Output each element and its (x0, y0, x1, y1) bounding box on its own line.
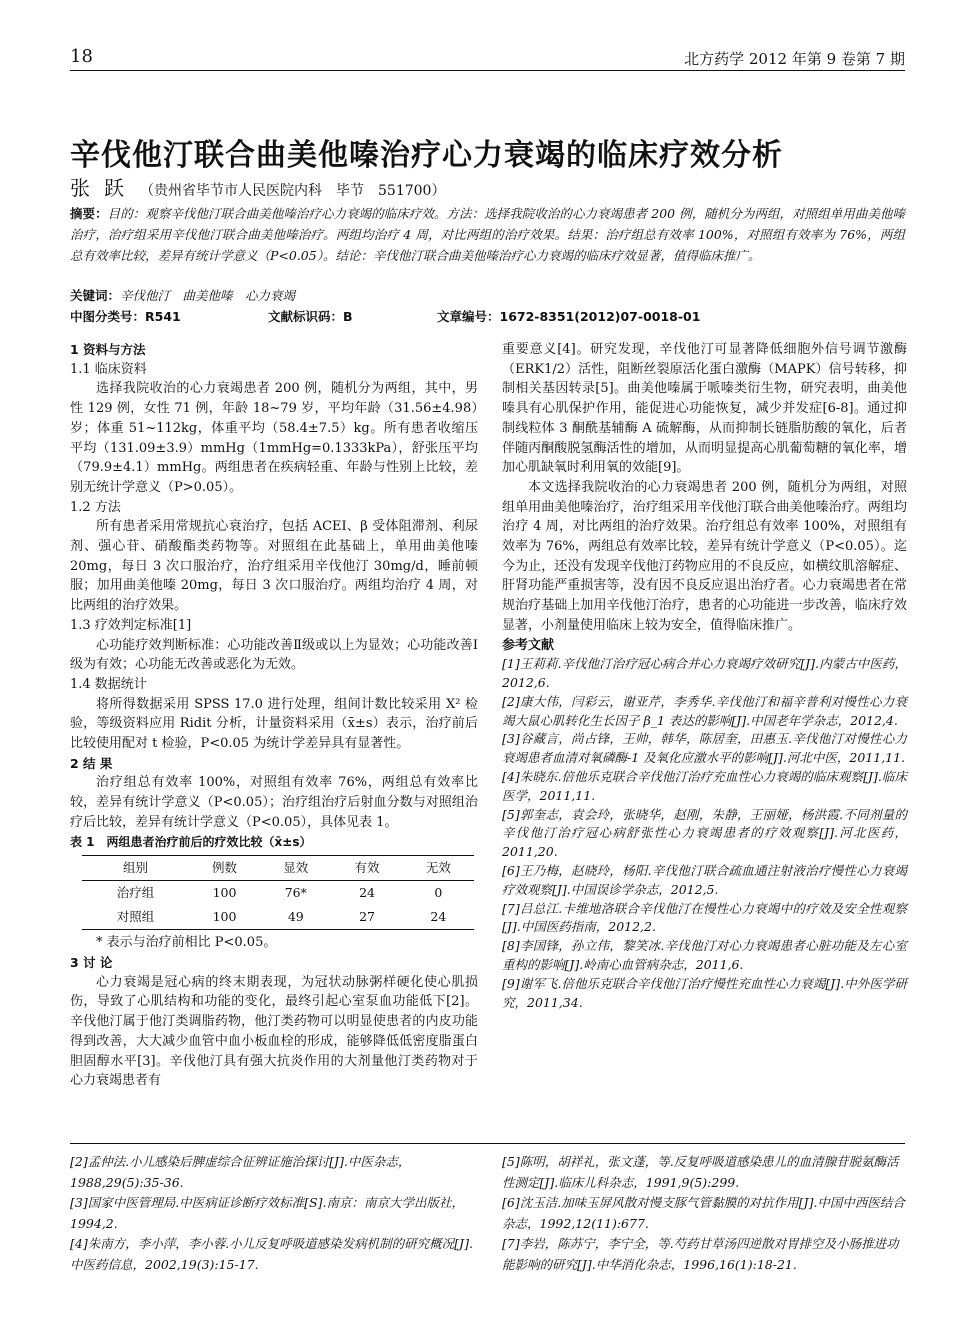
reference-list (502, 655, 907, 1012)
table-header-cell: 有效 (331, 856, 402, 881)
footnote-reference: [7]李岩，陈苏宁，李宁全，等.芍药甘草汤四逆散对胃排空及小肠推进功能影响的研究[J].中华消化杂志，1996,16(1):18-21. (502, 1236, 899, 1272)
author-line (70, 172, 445, 201)
left-column (70, 340, 478, 1091)
table-cell: 76* (284, 885, 307, 901)
abstract-label: 摘要： (70, 206, 108, 221)
table-header-cell: 无效 (403, 856, 474, 881)
paragraph: 将所得数据采用 SPSS 17.0 进行处理，组间计数比较采用 X² 检验，等级资料应用 Ridit 分析，计量资料采用（x̄±s）表示，治疗前后比较使用配对 t 检验，P<0.05 为统计学差异具有显著性。 (70, 696, 478, 752)
article-title: 辛伐他汀联合曲美他嗪治疗心力衰竭的临床疗效分析 (70, 138, 783, 173)
paragraph: 治疗组总有效率 100%，对照组有效率 76%，两组总有效率比较，差异有统计学意义（P<0.05）；治疗组治疗后射血分数与对照组治疗后比较，差异有统计学意义（P<0.05），具体见表 1。 (70, 775, 478, 830)
reference-item: [4]朱晓东.倍他乐克联合辛伐他汀治疗充血性心力衰竭的临床观察[J].临床医学，2011,11. (502, 769, 907, 803)
section-heading: 1.1 临床资料 (70, 361, 147, 377)
table-header-cell: 显效 (260, 856, 331, 881)
paragraph: 心力衰竭是冠心病的终末期表现，为冠状动脉粥样硬化使心肌损伤，导致了心肌结构和功能的变化，最终引起心室泵血功能低下[2]。辛伐他汀属于他汀类调脂药物，他汀类药物可以明显使患者的内皮功能得到改善，大大减少血管中血小板血栓的形成，能够降低低密度脂蛋白胆固醇水平[3]。辛伐他汀具有强大抗炎作用的大剂量他汀类药物对于心力衰竭患者有 (70, 974, 478, 1089)
table-note: * 表示与治疗前相比 P<0.05。 (96, 935, 277, 951)
author-name: 张跃 (70, 176, 138, 200)
section-heading: 3 讨 论 (70, 954, 113, 970)
reference-item: [2]康大伟，闫彩云，谢亚芹，李秀华.辛伐他汀和福辛普利对慢性心力衰竭大鼠心肌转化生长因子 β_1 表达的影响[J].中国老年学杂志，2012,4. (502, 693, 907, 728)
reference-item: [7]吕总江.卡维地洛联合辛伐他汀在慢性心力衰竭中的疗效及安全性观察[J].中国医药指南，2012,2. (502, 900, 907, 935)
table-cell: 24 (359, 885, 375, 901)
section-heading: 1 资料与方法 (70, 342, 146, 357)
section-heading: 2 结 果 (70, 755, 113, 771)
reference-item: [3]谷藏言，尚占锋，王帅，韩华，陈居奎，田惠玉.辛伐他汀对慢性心力衰竭患者血清对氧磷酶-1 及氧化应激水平的影响[J].河北中医，2011,11. (502, 731, 907, 766)
table-cell: 49 (260, 905, 331, 930)
clc-number: 中图分类号：R541 (70, 309, 181, 324)
document-code: 文献标识码：B (268, 309, 353, 324)
keywords (70, 286, 295, 304)
table-cell: 治疗组 (116, 885, 155, 901)
paragraph: 心功能疗效判断标准：心功能改善Ⅱ级或以上为显效；心功能改善Ⅰ级为有效；心功能无改善或恶化为无效。 (70, 637, 478, 673)
reference-item: [5]郭奎志，袁会玲，张晓华，赵刚，朱静，王丽娅，杨洪霞.不同剂量的辛伐他汀治疗冠心病舒张性心力衰竭患者的疗效观察[J].河北医药，2011,20. (502, 806, 907, 860)
table-cell: 100 (189, 905, 260, 930)
reference-item: [1]王莉莉.辛伐他汀治疗冠心病合并心力衰竭疗效研究[J].内蒙古中医药，2012,6. (502, 656, 907, 691)
table-cell: 对照组 (82, 905, 189, 930)
paragraph: 选择我院收治的心力衰竭患者 200 例，随机分为两组，其中，男性 129 例，女性 71 例，年龄 18~79 岁，平均年龄（31.56±4.98）岁；体重 51~112kg，体重平均（58.4±7.5）kg。所有患者收缩压平均（131.09±3.9）mmHg（1mmHg=0.1333kPa），舒张压平均（79.9±4.1）mmHg。两组患者在疾病轻重、年龄与性别上比较，差别无统计学意义（P>0.05）。 (70, 381, 478, 495)
section-heading: 1.3 疗效判定标准[1] (70, 617, 192, 633)
table-cell: 100 (212, 885, 237, 901)
footnote-reference: [2]孟仲法.小儿感染后脾虚综合征辨证施治探讨[J].中医杂志，1988,29(5):35-36. (70, 1154, 411, 1190)
table-cell: 0 (434, 885, 443, 901)
author-affiliation: （贵州省毕节市人民医院内科 毕节 551700） (140, 183, 446, 199)
keywords-label: 关键词： (70, 288, 121, 303)
footnote-reference: [4]朱南方，李小萍，李小蓉.小儿反复呼吸道感染发病机制的研究概况[J].中医药信息，2002,19(3):15-17. (70, 1236, 473, 1272)
abstract (70, 203, 905, 266)
keywords-text: 辛伐他汀 曲美他嗪 心力衰竭 (120, 288, 296, 303)
table-header-row (82, 856, 474, 881)
footnote-reference: [3]国家中医管理局.中医病证诊断疗效标准[S].南京：南京大学出版社，1994,2. (70, 1195, 464, 1231)
reference-item: [6]王乃梅，赵晓玲，杨阳.辛伐他汀联合疏血通注射液治疗慢性心力衰竭疗效观察[J].中国误诊学杂志，2012,5. (502, 863, 907, 897)
paragraph: 重要意义[4]。研究发现，辛伐他汀可显著降低细胞外信号调节激酶（ERK1/2）活性，阻断丝裂原活化蛋白激酶（MAPK）信号转移，抑制相关基因转录[5]。曲美他嗪属于哌嗪类衍生物，研究表明，曲美他嗪具有心肌保护作用，能促进心功能恢复，减少并发症[6-8]。通过抑制线粒体 3 酮酰基辅酶 A 硫解酶，从而抑制长链脂肪酸的氧化，后者伴随丙酮酸脱氢酶活性的增加，从而明显提高心肌葡萄糖的氧化率，增加心肌缺氧时利用氧的效能[9]。 (502, 342, 907, 476)
reference-item: [9]谢军飞.倍他乐克联合辛伐他汀治疗慢性充血性心力衰竭[J].中外医学研究，2011,34. (502, 975, 907, 1010)
right-column (502, 340, 907, 1012)
footnotes-left (70, 1152, 475, 1275)
table-caption: 表 1 两组患者治疗前后的疗效比较（x̄±s） (70, 834, 312, 849)
footnotes-right (502, 1152, 907, 1275)
table-header-cell: 例数 (189, 856, 260, 881)
page-header (70, 42, 905, 71)
footnote-reference: [5]陈明，胡祥礼，张文蓬，等.反复呼吸道感染患儿的血清腺苷脱氨酶活性测定[J].临床儿科杂志，1991,9(5):299. (502, 1154, 899, 1190)
paragraph: 所有患者采用常规抗心衰治疗，包括 ACEI、β 受体阻滞剂、利尿剂、强心苷、硝酸酯类药物等。对照组在此基础上，单用曲美他嗪 20mg，每日 3 次口服治疗，治疗组采用辛伐他汀 30mg/d，睡前顿服；加用曲美他嗪 20mg，每日 3 次口服治疗。两组均治疗 4 周，对比两组的治疗效果。 (70, 519, 478, 614)
table-cell: 24 (403, 905, 474, 930)
references-heading: 参考文献 (502, 637, 555, 653)
footnotes (70, 1143, 905, 1272)
table-row (82, 881, 474, 906)
section-heading: 1.2 方法 (70, 499, 121, 515)
footnote-reference: [6]沈玉洁.加味玉屏风散对慢支豚气管黏膜的对抗作用[J].中国中西医结合杂志，1992,12(11):677. (502, 1195, 905, 1231)
reference-item: [8]李国锋，孙立伟，黎笑冰.辛伐他汀对心力衰竭患者心脏功能及左心室重构的影响[J].岭南心血管病杂志，2011,6. (502, 938, 907, 972)
page-number: 18 (70, 46, 93, 67)
paragraph: 本文选择我院收治的心力衰竭患者 200 例，随机分为两组，对照组单用曲美他嗪治疗，治疗组采用辛伐他汀联合曲美他嗪治疗。两组均治疗 4 周，对比两组的治疗效果。治疗组总有效率 100%，对照组有效率为 76%，两组总有效率比较，差异有统计学意义（P<0.05）。迄今为止，还没有发现辛伐他汀药物应用的不良反应，如横纹肌溶解症、肝肾功能严重损害等，没有因不良反应退出治疗者。心力衰竭患者在常规治疗基础上加用辛伐他汀治疗，患者的心功能进一步改善，临床疗效显著，小剂量使用临床上较为安全，值得临床推广。 (502, 479, 907, 633)
abstract-text: 目的：观察辛伐他汀联合曲美他嗪治疗心力衰竭的临床疗效。方法：选择我院收治的心力衰竭患者 200 例，随机分为两组，对照组单用曲美他嗪治疗，治疗组采用辛伐他汀联合曲美他嗪治疗。两组均治疗 4 周，对比两组的治疗效果。结果：治疗组总有效率 100%，对照组有效率为 76%，两组总有效率比较，差异有统计学意义（P<0.05）。结论：辛伐他汀联合曲美他嗪治疗心力衰竭的临床疗效显著，值得临床推广。 (70, 206, 905, 263)
results-table (82, 855, 474, 930)
table-cell: 27 (331, 905, 402, 930)
journal-info: 北方药学 2012 年第 9 卷第 7 期 (684, 50, 905, 68)
article-number: 文章编号：1672-8351(2012)07-0018-01 (437, 309, 701, 324)
table-row (82, 905, 474, 930)
table-header-cell: 组别 (82, 856, 189, 881)
section-heading: 1.4 数据统计 (70, 676, 147, 692)
